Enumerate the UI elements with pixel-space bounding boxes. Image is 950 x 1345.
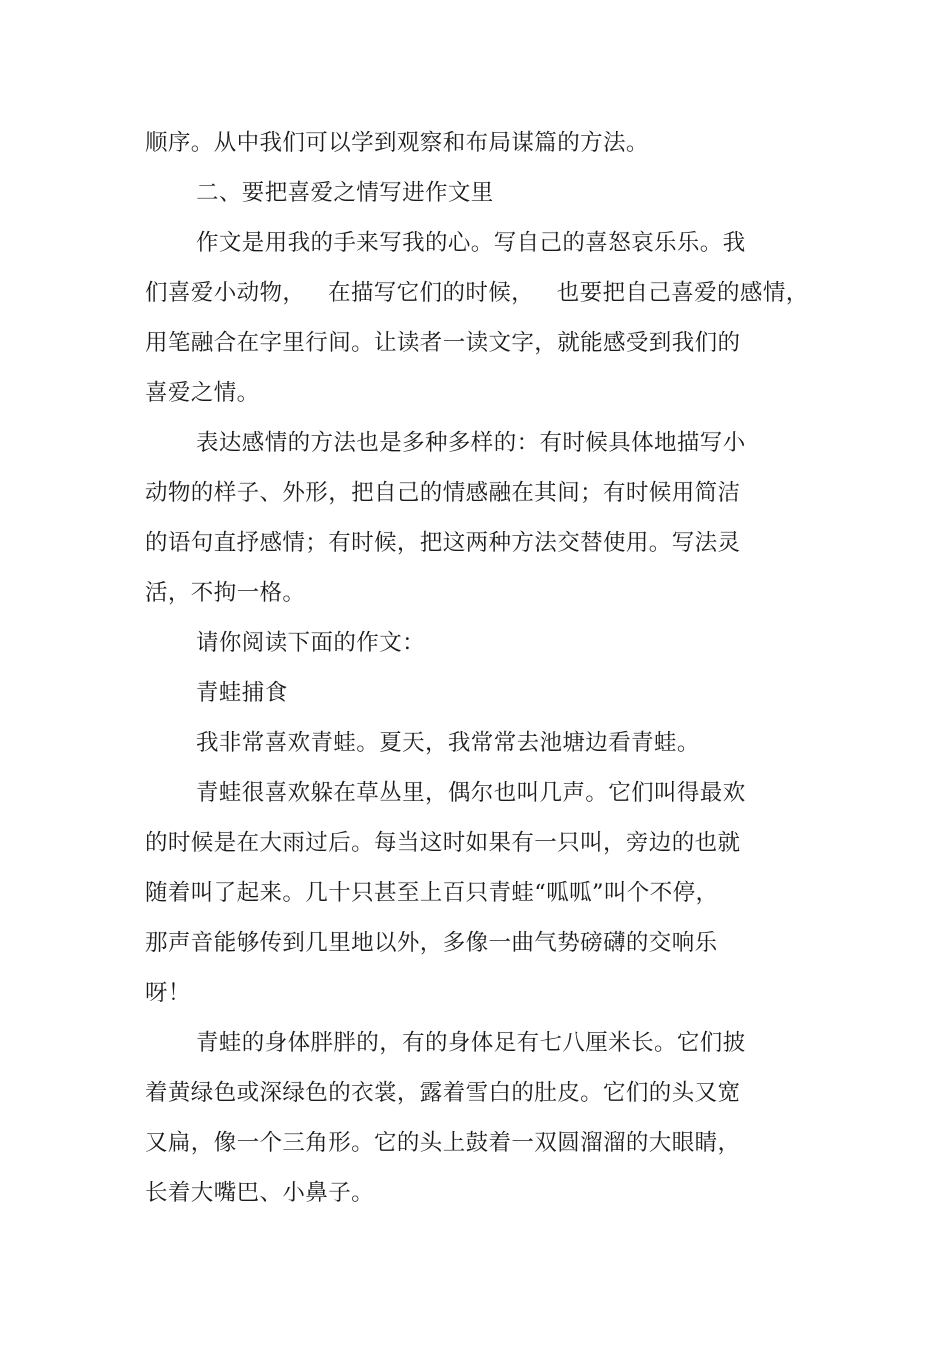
text-line: 请你阅读下面的作文： bbox=[196, 630, 426, 656]
text-line: 青蛙很喜欢躲在草丛里，偶尔也叫几声。它们叫得最欢 bbox=[196, 780, 746, 806]
text-line: 动物的样子、外形，把自己的情感融在其间；有时候用简洁 bbox=[145, 480, 741, 506]
section-heading: 二、要把喜爱之情写进作文里 bbox=[196, 180, 494, 206]
text-line: 作文是用我的手来写我的心。写自己的喜怒哀乐乐。我 bbox=[196, 230, 746, 256]
text-line: 们喜爱小动物， 在描写它们的时候， 也要把自己喜爱的感情， bbox=[145, 280, 809, 306]
text-line: 又扁，像一个三角形。它的头上鼓着一双圆溜溜的大眼睛， bbox=[145, 1130, 741, 1156]
text-line: 那声音能够传到几里地以外，多像一曲气势磅礴的交响乐 bbox=[145, 930, 718, 956]
text-line: 长着大嘴巴、小鼻子。 bbox=[145, 1180, 375, 1206]
text-line: 表达感情的方法也是多种多样的：有时候具体地描写小 bbox=[196, 430, 746, 456]
text-line: 顺序。从中我们可以学到观察和布局谋篇的方法。 bbox=[145, 130, 649, 156]
text-line: 活，不拘一格。 bbox=[145, 580, 306, 606]
text-line: 随着叫了起来。几十只甚至上百只青蛙“呱呱”叫个不停， bbox=[145, 880, 719, 906]
text-line: 呀！ bbox=[145, 980, 191, 1006]
text-line: 青蛙的身体胖胖的，有的身体足有七八厘米长。它们披 bbox=[196, 1030, 746, 1056]
text-line: 的语句直抒感情；有时候，把这两种方法交替使用。写法灵 bbox=[145, 530, 741, 556]
essay-title: 青蛙捕食 bbox=[196, 680, 288, 706]
text-line: 着黄绿色或深绿色的衣裳，露着雪白的肚皮。它们的头又宽 bbox=[145, 1080, 741, 1106]
text-line: 我非常喜欢青蛙。夏天，我常常去池塘边看青蛙。 bbox=[196, 730, 700, 756]
text-line: 喜爱之情。 bbox=[145, 380, 260, 406]
text-line: 用笔融合在字里行间。让读者一读文字，就能感受到我们的 bbox=[145, 330, 741, 356]
text-line: 的时候是在大雨过后。每当这时如果有一只叫，旁边的也就 bbox=[145, 830, 741, 856]
